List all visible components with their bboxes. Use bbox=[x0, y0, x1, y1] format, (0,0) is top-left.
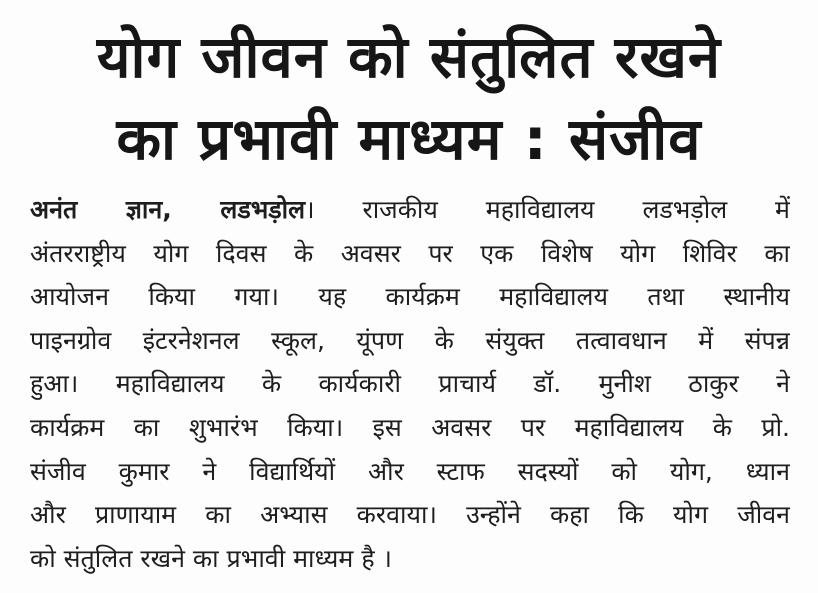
article-body bbox=[30, 188, 790, 580]
article-line-4: पाइनग्रोव इंटरनेशनल स्कूल, यूंपण के संयुक्त तत्वावधान में संपन्न bbox=[30, 325, 790, 355]
article-line-7: संजीव कुमार ने विद्यार्थियों और स्टाफ सदस्यों को योग, ध्यान bbox=[30, 456, 790, 486]
article-line-1-text: । राजकीय महाविद्यालय लडभड़ोल में bbox=[305, 195, 790, 224]
article-dateline: अनंत ज्ञान, लडभड़ोल bbox=[30, 195, 306, 224]
headline-line-1: योग जीवन को संतुलित रखने bbox=[96, 23, 722, 91]
headline-line-2: का प्रभावी माध्यम : संजीव bbox=[116, 105, 702, 173]
article-line-3: आयोजन किया गया। यह कार्यक्रम महाविद्यालय तथा स्थानीय bbox=[30, 282, 790, 312]
article-line-6: कार्यक्रम का शुभारंभ किया। इस अवसर पर महाविद्यालय के प्रो. bbox=[30, 412, 790, 442]
article-line-2: अंतरराष्ट्रीय योग दिवस के अवसर पर एक विशेष योग शिविर का bbox=[30, 238, 790, 268]
article-line-1 bbox=[30, 188, 790, 232]
article-line-8: और प्राणायाम का अभ्यास करवाया। उन्होंने कहा कि योग जीवन bbox=[30, 500, 790, 530]
article-line-5: हुआ। महाविद्यालय के कार्यकारी प्राचार्य डॉ. मुनीश ठाकुर ने bbox=[30, 369, 790, 399]
article-line-9: को संतुलित रखने का प्रभावी माध्यम है । bbox=[30, 543, 393, 573]
